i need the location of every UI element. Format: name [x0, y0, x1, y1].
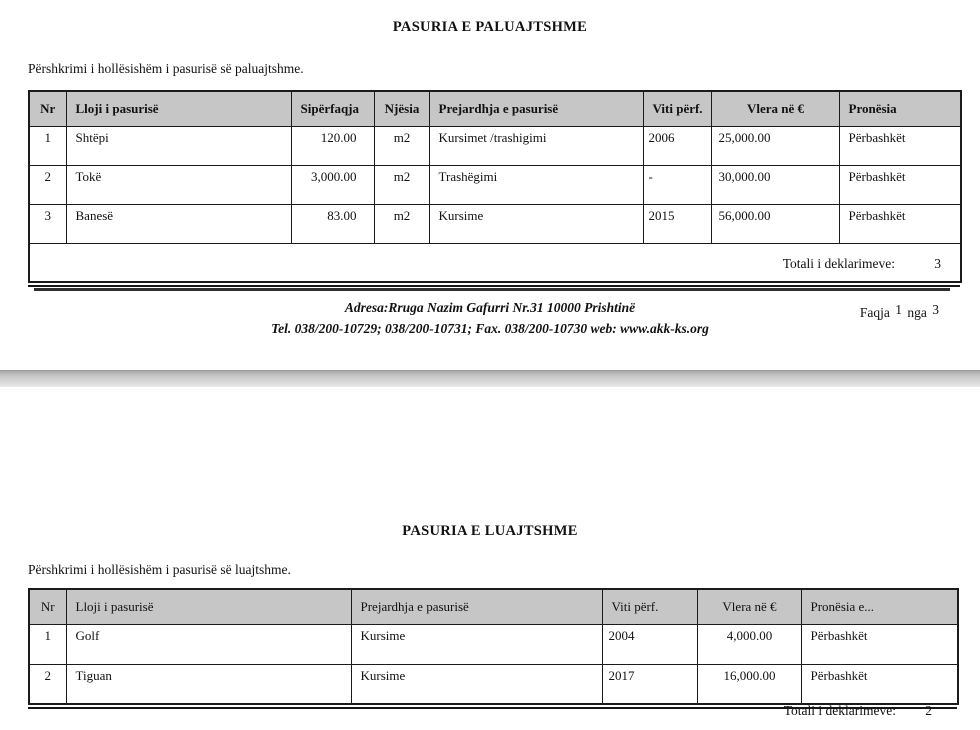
table-cell: Golf	[66, 624, 351, 664]
table-header-row	[29, 91, 961, 126]
page1-description: Përshkrimi i hollësishëm i pasurisë së paluajtshme.	[28, 61, 304, 76]
table-cell: Kursime	[351, 664, 602, 704]
column-header: Nr	[29, 91, 66, 126]
table-cell: 2	[29, 664, 66, 704]
page-of-label: nga	[907, 305, 927, 320]
column-header: Viti përf.	[643, 91, 711, 126]
table-cell: 2	[29, 165, 66, 204]
table-row	[29, 664, 958, 704]
current-page-number: 1	[895, 302, 902, 317]
page1-total-declarations	[783, 256, 941, 272]
table-cell: 16,000.00	[697, 664, 801, 704]
table-cell: 30,000.00	[711, 165, 839, 204]
total-declarations-value: 2	[925, 703, 932, 718]
column-header: Njësia	[374, 91, 429, 126]
table-cell: 3,000.00	[291, 165, 374, 204]
column-header: Lloji i pasurisë	[66, 589, 351, 624]
page-number-indicator	[859, 302, 941, 321]
table-cell: Përbashkët	[839, 204, 961, 243]
table-cell: Përbashkët	[839, 165, 961, 204]
table-cell: 4,000.00	[697, 624, 801, 664]
total-declarations-value: 3	[934, 256, 941, 271]
column-header: Prejardhja e pasurisë	[429, 91, 643, 126]
table-cell: Trashëgimi	[429, 165, 643, 204]
column-header: Viti përf.	[602, 589, 697, 624]
column-header: Lloji i pasurisë	[66, 91, 291, 126]
page-separator	[0, 370, 980, 387]
table-row	[29, 165, 961, 204]
table-cell: Kursime	[351, 624, 602, 664]
footer-rule	[34, 288, 950, 291]
table-cell: -	[643, 165, 711, 204]
column-header: Vlera në €	[697, 589, 801, 624]
table-cell: Tiguan	[66, 664, 351, 704]
table-row	[29, 624, 958, 664]
total-declarations-label: Totali i deklarimeve:	[783, 703, 896, 718]
column-header: Pronësia e...	[801, 589, 958, 624]
table-cell: Tokë	[66, 165, 291, 204]
column-header: Vlera në €	[711, 91, 839, 126]
table-cell: 2015	[643, 204, 711, 243]
document-page-2	[0, 387, 980, 730]
page-label: Faqja	[859, 305, 890, 320]
table-cell: 2004	[602, 624, 697, 664]
table-cell: Banesë	[66, 204, 291, 243]
column-header: Prejardhja e pasurisë	[351, 589, 602, 624]
table-cell: 1	[29, 624, 66, 664]
footer-contact: Tel. 038/200-10729; 038/200-10731; Fax. 038/200-10730 web: www.akk-ks.org	[271, 321, 709, 336]
column-header: Pronësia	[839, 91, 961, 126]
page2-title: PASURIA E LUAJTSHME	[402, 523, 578, 539]
table-cell: 3	[29, 204, 66, 243]
table-cell: Kursime	[429, 204, 643, 243]
page1-title: PASURIA E PALUAJTSHME	[392, 19, 588, 35]
table-cell: Kursimet /trashigimi	[429, 126, 643, 165]
immovable-property-table	[28, 90, 962, 283]
table-cell: 56,000.00	[711, 204, 839, 243]
table-row	[29, 204, 961, 243]
page2-description: Përshkrimi i hollësishëm i pasurisë së luajtshme.	[28, 562, 291, 577]
column-header: Sipërfaqja	[291, 91, 374, 126]
table-cell: m2	[374, 204, 429, 243]
total-declarations-label: Totali i deklarimeve:	[782, 256, 895, 271]
table-cell: 83.00	[291, 204, 374, 243]
table-cell: Përbashkët	[801, 624, 958, 664]
table-cell: 120.00	[291, 126, 374, 165]
table-row	[29, 126, 961, 165]
column-header: Nr	[29, 589, 66, 624]
movable-property-table-wrap	[28, 588, 957, 709]
table-cell: m2	[374, 165, 429, 204]
table-cell: 25,000.00	[711, 126, 839, 165]
table-cell: 2006	[643, 126, 711, 165]
table-cell: Shtëpi	[66, 126, 291, 165]
table-cell: m2	[374, 126, 429, 165]
table-cell: Përbashkët	[839, 126, 961, 165]
footer-address: Adresa:Rruga Nazim Gafurri Nr.31 10000 Prishtinë	[344, 300, 636, 315]
movable-property-table	[28, 588, 959, 705]
table-cell: Përbashkët	[801, 664, 958, 704]
page2-total-declarations	[784, 703, 932, 719]
table-header-row	[29, 589, 958, 624]
table-cell: 1	[29, 126, 66, 165]
table-bottom-double-rule	[28, 285, 960, 287]
total-pages-number: 3	[932, 302, 939, 317]
table-cell: 2017	[602, 664, 697, 704]
